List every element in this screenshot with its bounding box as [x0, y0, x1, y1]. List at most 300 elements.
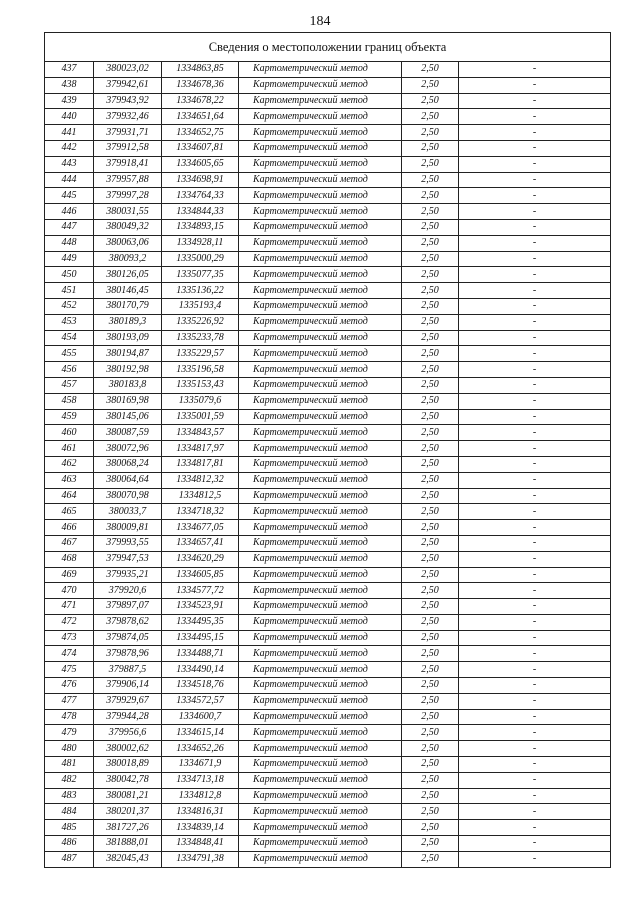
accuracy-cell: 2,50	[402, 204, 459, 220]
table-row	[45, 678, 611, 694]
y-coordinate-cell: 1334718,32	[162, 504, 239, 520]
y-coordinate-cell: 1335153,43	[162, 377, 239, 393]
accuracy-cell: 2,50	[402, 456, 459, 472]
table-row	[45, 851, 611, 867]
table-row	[45, 188, 611, 204]
description-cell: -	[459, 693, 611, 709]
accuracy-cell: 2,50	[402, 62, 459, 78]
accuracy-cell: 2,50	[402, 125, 459, 141]
x-coordinate-cell: 380002,62	[94, 741, 162, 757]
table-row	[45, 741, 611, 757]
accuracy-cell: 2,50	[402, 693, 459, 709]
description-cell: -	[459, 251, 611, 267]
point-number-cell: 475	[45, 662, 94, 678]
x-coordinate-cell: 380068,24	[94, 456, 162, 472]
description-cell: -	[459, 140, 611, 156]
point-number-cell: 476	[45, 678, 94, 694]
y-coordinate-cell: 1334495,35	[162, 614, 239, 630]
method-cell: Картометрический метод	[239, 77, 402, 93]
table-row	[45, 219, 611, 235]
description-cell: -	[459, 836, 611, 852]
point-number-cell: 453	[45, 314, 94, 330]
y-coordinate-cell: 1335000,29	[162, 251, 239, 267]
accuracy-cell: 2,50	[402, 788, 459, 804]
table-body	[45, 62, 611, 868]
point-number-cell: 466	[45, 520, 94, 536]
accuracy-cell: 2,50	[402, 330, 459, 346]
point-number-cell: 460	[45, 425, 94, 441]
accuracy-cell: 2,50	[402, 156, 459, 172]
table-row	[45, 156, 611, 172]
point-number-cell: 481	[45, 757, 94, 773]
method-cell: Картометрический метод	[239, 630, 402, 646]
accuracy-cell: 2,50	[402, 709, 459, 725]
method-cell: Картометрический метод	[239, 741, 402, 757]
y-coordinate-cell: 1334812,5	[162, 488, 239, 504]
x-coordinate-cell: 381888,01	[94, 836, 162, 852]
x-coordinate-cell: 380192,98	[94, 362, 162, 378]
y-coordinate-cell: 1334791,38	[162, 851, 239, 867]
description-cell: -	[459, 298, 611, 314]
accuracy-cell: 2,50	[402, 851, 459, 867]
method-cell: Картометрический метод	[239, 330, 402, 346]
description-cell: -	[459, 172, 611, 188]
x-coordinate-cell: 380018,89	[94, 757, 162, 773]
point-number-cell: 450	[45, 267, 94, 283]
table-row	[45, 314, 611, 330]
table-row	[45, 551, 611, 567]
table-title: Сведения о местоположении границ объекта	[44, 32, 611, 61]
x-coordinate-cell: 379993,55	[94, 535, 162, 551]
method-cell: Картометрический метод	[239, 172, 402, 188]
table-row	[45, 283, 611, 299]
y-coordinate-cell: 1334657,41	[162, 535, 239, 551]
point-number-cell: 446	[45, 204, 94, 220]
point-number-cell: 462	[45, 456, 94, 472]
method-cell: Картометрический метод	[239, 504, 402, 520]
accuracy-cell: 2,50	[402, 504, 459, 520]
point-number-cell: 485	[45, 820, 94, 836]
point-number-cell: 440	[45, 109, 94, 125]
method-cell: Картометрический метод	[239, 377, 402, 393]
method-cell: Картометрический метод	[239, 362, 402, 378]
y-coordinate-cell: 1334607,81	[162, 140, 239, 156]
method-cell: Картометрический метод	[239, 757, 402, 773]
description-cell: -	[459, 646, 611, 662]
method-cell: Картометрический метод	[239, 725, 402, 741]
x-coordinate-cell: 380169,98	[94, 393, 162, 409]
x-coordinate-cell: 379874,05	[94, 630, 162, 646]
description-cell: -	[459, 772, 611, 788]
y-coordinate-cell: 1334652,26	[162, 741, 239, 757]
table-row	[45, 393, 611, 409]
boundary-sheet	[44, 32, 611, 868]
point-number-cell: 482	[45, 772, 94, 788]
point-number-cell: 467	[45, 535, 94, 551]
accuracy-cell: 2,50	[402, 393, 459, 409]
description-cell: -	[459, 109, 611, 125]
method-cell: Картометрический метод	[239, 204, 402, 220]
x-coordinate-cell: 379906,14	[94, 678, 162, 694]
accuracy-cell: 2,50	[402, 235, 459, 251]
accuracy-cell: 2,50	[402, 678, 459, 694]
accuracy-cell: 2,50	[402, 583, 459, 599]
point-number-cell: 478	[45, 709, 94, 725]
description-cell: -	[459, 93, 611, 109]
point-number-cell: 474	[45, 646, 94, 662]
accuracy-cell: 2,50	[402, 172, 459, 188]
accuracy-cell: 2,50	[402, 109, 459, 125]
table-row	[45, 788, 611, 804]
x-coordinate-cell: 380023,02	[94, 62, 162, 78]
accuracy-cell: 2,50	[402, 535, 459, 551]
x-coordinate-cell: 380170,79	[94, 298, 162, 314]
method-cell: Картометрический метод	[239, 535, 402, 551]
x-coordinate-cell: 380031,55	[94, 204, 162, 220]
point-number-cell: 451	[45, 283, 94, 299]
description-cell: -	[459, 614, 611, 630]
point-number-cell: 449	[45, 251, 94, 267]
description-cell: -	[459, 757, 611, 773]
accuracy-cell: 2,50	[402, 804, 459, 820]
description-cell: -	[459, 583, 611, 599]
point-number-cell: 455	[45, 346, 94, 362]
table-row	[45, 472, 611, 488]
method-cell: Картометрический метод	[239, 409, 402, 425]
method-cell: Картометрический метод	[239, 820, 402, 836]
x-coordinate-cell: 379956,6	[94, 725, 162, 741]
table-row	[45, 535, 611, 551]
description-cell: -	[459, 504, 611, 520]
accuracy-cell: 2,50	[402, 520, 459, 536]
description-cell: -	[459, 709, 611, 725]
y-coordinate-cell: 1334844,33	[162, 204, 239, 220]
x-coordinate-cell: 379957,88	[94, 172, 162, 188]
y-coordinate-cell: 1334839,14	[162, 820, 239, 836]
method-cell: Картометрический метод	[239, 62, 402, 78]
accuracy-cell: 2,50	[402, 741, 459, 757]
x-coordinate-cell: 380087,59	[94, 425, 162, 441]
table-row	[45, 441, 611, 457]
point-number-cell: 480	[45, 741, 94, 757]
x-coordinate-cell: 380193,09	[94, 330, 162, 346]
method-cell: Картометрический метод	[239, 646, 402, 662]
table-row	[45, 520, 611, 536]
accuracy-cell: 2,50	[402, 267, 459, 283]
x-coordinate-cell: 380033,7	[94, 504, 162, 520]
accuracy-cell: 2,50	[402, 314, 459, 330]
x-coordinate-cell: 379897,07	[94, 599, 162, 615]
y-coordinate-cell: 1334600,7	[162, 709, 239, 725]
method-cell: Картометрический метод	[239, 551, 402, 567]
point-number-cell: 452	[45, 298, 94, 314]
description-cell: -	[459, 188, 611, 204]
y-coordinate-cell: 1335196,58	[162, 362, 239, 378]
table-row	[45, 488, 611, 504]
method-cell: Картометрический метод	[239, 614, 402, 630]
point-number-cell: 465	[45, 504, 94, 520]
accuracy-cell: 2,50	[402, 630, 459, 646]
description-cell: -	[459, 520, 611, 536]
x-coordinate-cell: 380145,06	[94, 409, 162, 425]
method-cell: Картометрический метод	[239, 140, 402, 156]
table-row	[45, 456, 611, 472]
y-coordinate-cell: 1334495,15	[162, 630, 239, 646]
description-cell: -	[459, 804, 611, 820]
method-cell: Картометрический метод	[239, 488, 402, 504]
accuracy-cell: 2,50	[402, 298, 459, 314]
table-row	[45, 504, 611, 520]
y-coordinate-cell: 1335229,57	[162, 346, 239, 362]
table-row	[45, 836, 611, 852]
description-cell: -	[459, 267, 611, 283]
point-number-cell: 447	[45, 219, 94, 235]
x-coordinate-cell: 380081,21	[94, 788, 162, 804]
y-coordinate-cell: 1334523,91	[162, 599, 239, 615]
table-row	[45, 109, 611, 125]
point-number-cell: 456	[45, 362, 94, 378]
description-cell: -	[459, 283, 611, 299]
x-coordinate-cell: 380072,96	[94, 441, 162, 457]
table-row	[45, 804, 611, 820]
method-cell: Картометрический метод	[239, 188, 402, 204]
y-coordinate-cell: 1334764,33	[162, 188, 239, 204]
y-coordinate-cell: 1334812,8	[162, 788, 239, 804]
point-number-cell: 437	[45, 62, 94, 78]
boundary-points-table	[44, 61, 611, 868]
x-coordinate-cell: 379878,96	[94, 646, 162, 662]
method-cell: Картометрический метод	[239, 156, 402, 172]
table-row	[45, 62, 611, 78]
table-row	[45, 93, 611, 109]
description-cell: -	[459, 741, 611, 757]
point-number-cell: 444	[45, 172, 94, 188]
y-coordinate-cell: 1334615,14	[162, 725, 239, 741]
method-cell: Картометрический метод	[239, 772, 402, 788]
x-coordinate-cell: 380126,05	[94, 267, 162, 283]
method-cell: Картометрический метод	[239, 314, 402, 330]
point-number-cell: 470	[45, 583, 94, 599]
x-coordinate-cell: 379918,41	[94, 156, 162, 172]
accuracy-cell: 2,50	[402, 836, 459, 852]
table-row	[45, 409, 611, 425]
table-row	[45, 725, 611, 741]
method-cell: Картометрический метод	[239, 109, 402, 125]
point-number-cell: 468	[45, 551, 94, 567]
method-cell: Картометрический метод	[239, 425, 402, 441]
description-cell: -	[459, 535, 611, 551]
y-coordinate-cell: 1335001,59	[162, 409, 239, 425]
accuracy-cell: 2,50	[402, 551, 459, 567]
table-row	[45, 346, 611, 362]
point-number-cell: 441	[45, 125, 94, 141]
x-coordinate-cell: 380009,81	[94, 520, 162, 536]
method-cell: Картометрический метод	[239, 441, 402, 457]
method-cell: Картометрический метод	[239, 283, 402, 299]
method-cell: Картометрический метод	[239, 599, 402, 615]
method-cell: Картометрический метод	[239, 219, 402, 235]
description-cell: -	[459, 820, 611, 836]
table-row	[45, 362, 611, 378]
table-row	[45, 772, 611, 788]
description-cell: -	[459, 125, 611, 141]
description-cell: -	[459, 678, 611, 694]
table-row	[45, 251, 611, 267]
table-row	[45, 330, 611, 346]
table-row	[45, 646, 611, 662]
description-cell: -	[459, 851, 611, 867]
x-coordinate-cell: 379912,58	[94, 140, 162, 156]
point-number-cell: 469	[45, 567, 94, 583]
method-cell: Картометрический метод	[239, 251, 402, 267]
y-coordinate-cell: 1334572,57	[162, 693, 239, 709]
accuracy-cell: 2,50	[402, 599, 459, 615]
table-row	[45, 204, 611, 220]
y-coordinate-cell: 1334651,64	[162, 109, 239, 125]
table-row	[45, 709, 611, 725]
description-cell: -	[459, 77, 611, 93]
point-number-cell: 471	[45, 599, 94, 615]
method-cell: Картометрический метод	[239, 583, 402, 599]
table-row	[45, 140, 611, 156]
point-number-cell: 454	[45, 330, 94, 346]
description-cell: -	[459, 472, 611, 488]
y-coordinate-cell: 1334817,97	[162, 441, 239, 457]
y-coordinate-cell: 1334812,32	[162, 472, 239, 488]
point-number-cell: 458	[45, 393, 94, 409]
point-number-cell: 487	[45, 851, 94, 867]
accuracy-cell: 2,50	[402, 725, 459, 741]
accuracy-cell: 2,50	[402, 188, 459, 204]
x-coordinate-cell: 380064,64	[94, 472, 162, 488]
y-coordinate-cell: 1334678,22	[162, 93, 239, 109]
y-coordinate-cell: 1334678,36	[162, 77, 239, 93]
method-cell: Картометрический метод	[239, 788, 402, 804]
point-number-cell: 463	[45, 472, 94, 488]
point-number-cell: 484	[45, 804, 94, 820]
x-coordinate-cell: 379931,71	[94, 125, 162, 141]
point-number-cell: 445	[45, 188, 94, 204]
table-row	[45, 693, 611, 709]
y-coordinate-cell: 1335193,4	[162, 298, 239, 314]
description-cell: -	[459, 630, 611, 646]
description-cell: -	[459, 235, 611, 251]
x-coordinate-cell: 379943,92	[94, 93, 162, 109]
description-cell: -	[459, 393, 611, 409]
method-cell: Картометрический метод	[239, 267, 402, 283]
point-number-cell: 483	[45, 788, 94, 804]
accuracy-cell: 2,50	[402, 251, 459, 267]
point-number-cell: 439	[45, 93, 94, 109]
x-coordinate-cell: 379920,6	[94, 583, 162, 599]
y-coordinate-cell: 1334577,72	[162, 583, 239, 599]
description-cell: -	[459, 441, 611, 457]
accuracy-cell: 2,50	[402, 472, 459, 488]
method-cell: Картометрический метод	[239, 456, 402, 472]
y-coordinate-cell: 1334816,31	[162, 804, 239, 820]
table-row	[45, 377, 611, 393]
accuracy-cell: 2,50	[402, 346, 459, 362]
table-row	[45, 172, 611, 188]
x-coordinate-cell: 379942,61	[94, 77, 162, 93]
page-number: 184	[309, 14, 331, 29]
x-coordinate-cell: 380183,8	[94, 377, 162, 393]
x-coordinate-cell: 380063,06	[94, 235, 162, 251]
y-coordinate-cell: 1334713,18	[162, 772, 239, 788]
method-cell: Картометрический метод	[239, 93, 402, 109]
method-cell: Картометрический метод	[239, 662, 402, 678]
x-coordinate-cell: 380201,37	[94, 804, 162, 820]
y-coordinate-cell: 1334488,71	[162, 646, 239, 662]
point-number-cell: 459	[45, 409, 94, 425]
x-coordinate-cell: 381727,26	[94, 820, 162, 836]
y-coordinate-cell: 1334605,85	[162, 567, 239, 583]
accuracy-cell: 2,50	[402, 488, 459, 504]
y-coordinate-cell: 1334605,65	[162, 156, 239, 172]
description-cell: -	[459, 551, 611, 567]
method-cell: Картометрический метод	[239, 709, 402, 725]
y-coordinate-cell: 1334817,81	[162, 456, 239, 472]
x-coordinate-cell: 379935,21	[94, 567, 162, 583]
method-cell: Картометрический метод	[239, 393, 402, 409]
description-cell: -	[459, 425, 611, 441]
x-coordinate-cell: 379944,28	[94, 709, 162, 725]
description-cell: -	[459, 788, 611, 804]
table-row	[45, 583, 611, 599]
y-coordinate-cell: 1335233,78	[162, 330, 239, 346]
table-row	[45, 267, 611, 283]
description-cell: -	[459, 662, 611, 678]
method-cell: Картометрический метод	[239, 678, 402, 694]
accuracy-cell: 2,50	[402, 93, 459, 109]
x-coordinate-cell: 380070,98	[94, 488, 162, 504]
description-cell: -	[459, 599, 611, 615]
accuracy-cell: 2,50	[402, 140, 459, 156]
method-cell: Картометрический метод	[239, 804, 402, 820]
table-row	[45, 125, 611, 141]
table-row	[45, 77, 611, 93]
point-number-cell: 438	[45, 77, 94, 93]
x-coordinate-cell: 379929,67	[94, 693, 162, 709]
x-coordinate-cell: 379947,53	[94, 551, 162, 567]
y-coordinate-cell: 1334698,91	[162, 172, 239, 188]
description-cell: -	[459, 204, 611, 220]
description-cell: -	[459, 456, 611, 472]
y-coordinate-cell: 1334848,41	[162, 836, 239, 852]
y-coordinate-cell: 1334893,15	[162, 219, 239, 235]
x-coordinate-cell: 380194,87	[94, 346, 162, 362]
description-cell: -	[459, 488, 611, 504]
table-row	[45, 425, 611, 441]
table-row	[45, 630, 611, 646]
y-coordinate-cell: 1335136,22	[162, 283, 239, 299]
description-cell: -	[459, 567, 611, 583]
y-coordinate-cell: 1334928,11	[162, 235, 239, 251]
y-coordinate-cell: 1335077,35	[162, 267, 239, 283]
accuracy-cell: 2,50	[402, 409, 459, 425]
accuracy-cell: 2,50	[402, 662, 459, 678]
table-row	[45, 567, 611, 583]
point-number-cell: 464	[45, 488, 94, 504]
description-cell: -	[459, 156, 611, 172]
description-cell: -	[459, 219, 611, 235]
accuracy-cell: 2,50	[402, 219, 459, 235]
method-cell: Картометрический метод	[239, 693, 402, 709]
point-number-cell: 477	[45, 693, 94, 709]
point-number-cell: 461	[45, 441, 94, 457]
description-cell: -	[459, 725, 611, 741]
table-row	[45, 599, 611, 615]
